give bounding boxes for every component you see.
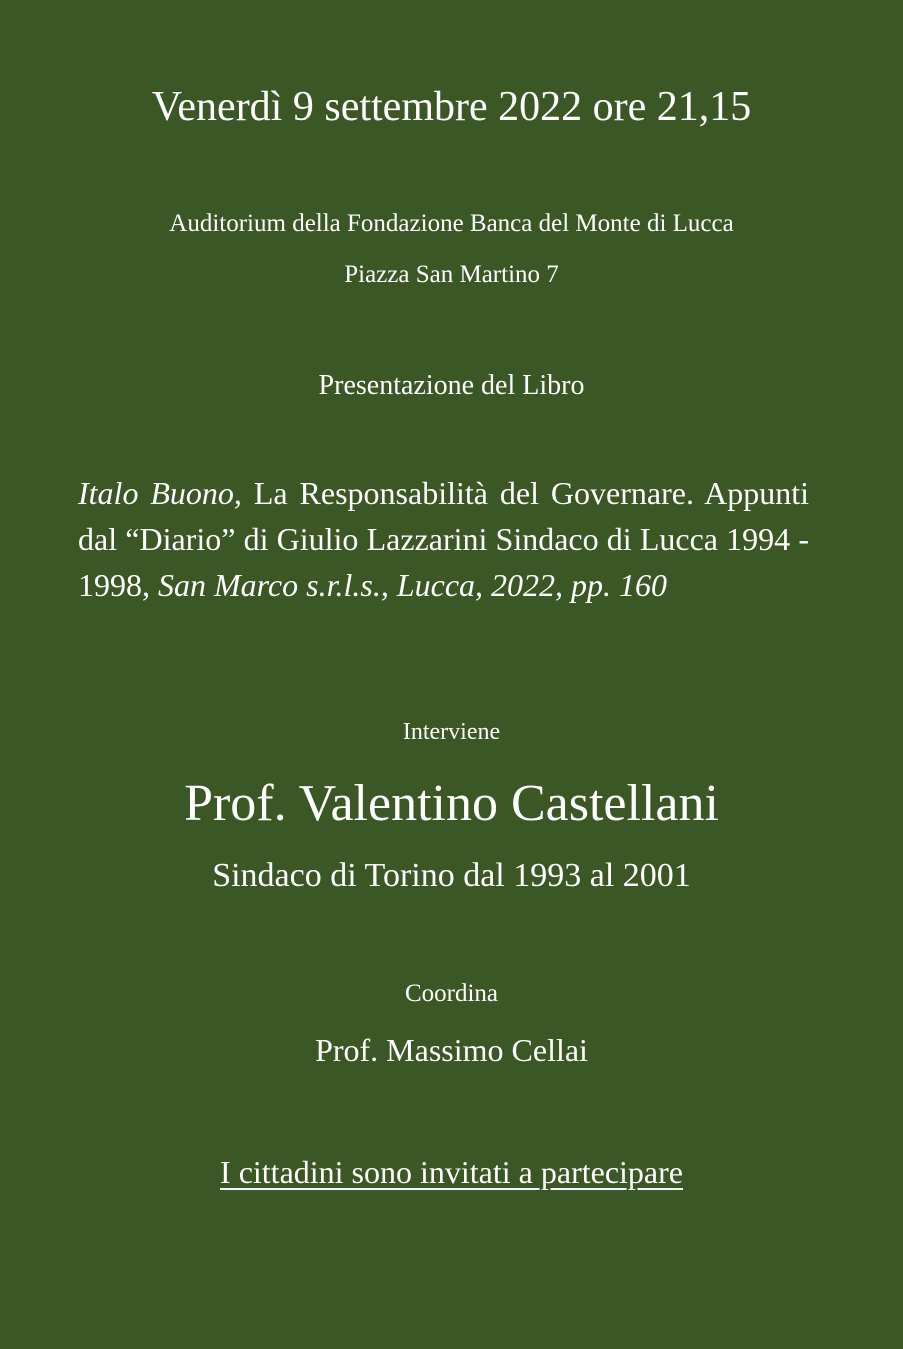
event-venue: Auditorium della Fondazione Banca del Monte di Lucca [169, 210, 734, 237]
book-title: La Responsabilità del Governare. Appunti dal “Diario” di Giulio Lazzarini Sindaco di Lucca 1994 - 1998, [78, 475, 810, 603]
moderator-label: Coordina [404, 980, 499, 1007]
book-publication: San Marco s.r.l.s., Lucca, 2022, pp. 160 [150, 567, 668, 603]
book-citation [78, 470, 809, 608]
event-date-time: Venerdì 9 settembre 2022 ore 21,15 [151, 84, 752, 130]
moderator-name: Prof. Massimo Cellai [315, 1032, 588, 1068]
presentation-heading: Presentazione del Libro [318, 370, 585, 401]
book-author: Italo Buono, [78, 475, 242, 511]
speaker-label: Interviene [402, 719, 501, 745]
invitation-line [0, 1151, 903, 1193]
invitation-text: I cittadini sono invitati a partecipare [220, 1154, 683, 1190]
speaker-role: Sindaco di Torino dal 1993 al 2001 [212, 857, 691, 894]
speaker-name: Prof. Valentino Castellani [184, 775, 719, 832]
event-address: Piazza San Martino 7 [344, 261, 559, 288]
